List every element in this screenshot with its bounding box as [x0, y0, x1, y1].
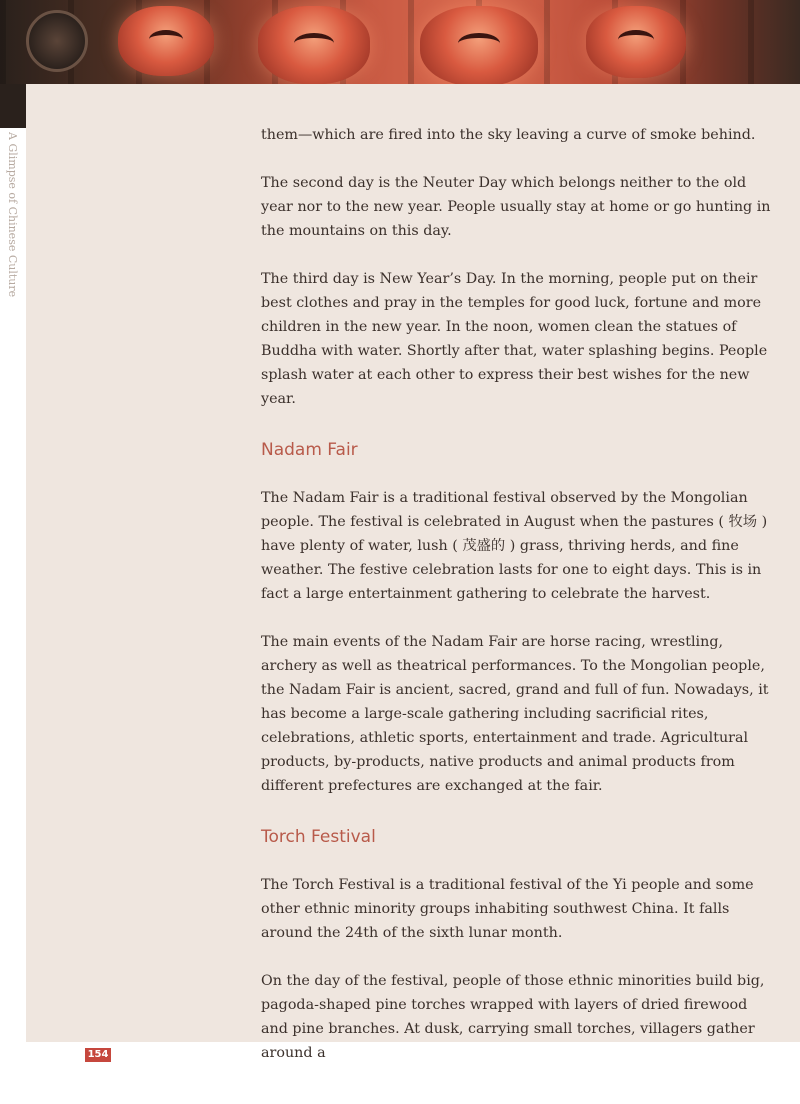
header-photo-banner	[0, 0, 800, 84]
lantern-image	[258, 6, 370, 84]
lantern-glyph	[618, 30, 654, 49]
lantern-glyph	[149, 30, 184, 49]
banner-ornament-disk	[26, 10, 88, 72]
paragraph: The Nadam Fair is a traditional festival observed by the Mongolian people. The festival is celebrated in August when the pastures ( 牧场 ) have plenty of water, lush ( 茂盛的 ) grass, thriving herds, and fine weather. The festive celebration lasts for one to eight days. This is in fact a large entertainment gathering to celebrate the harvest.	[261, 490, 768, 602]
lantern-image	[118, 6, 214, 76]
running-title: A Glimpse of Chinese Culture	[6, 132, 19, 298]
corner-tab	[0, 84, 26, 128]
lantern-image	[586, 6, 686, 78]
lantern-glyph	[294, 33, 334, 54]
paragraph: The main events of the Nadam Fair are horse racing, wrestling, archery as well as theatrical performances. To the Mongolian people, the Nadam Fair is ancient, sacred, grand and full of fun. Nowadays, it has become a large-scale gathering including sacrificial rites, celebrations, athletic sports, entertainment and trade. Agricultural products, by-products, native products and animal products from different prefectures are exchanged at the fair.	[261, 634, 769, 794]
lantern-image	[420, 6, 538, 84]
section-heading-nadam-fair: Nadam Fair	[261, 440, 358, 460]
paragraph: On the day of the festival, people of those ethnic minorities build big, pagoda-shaped pine torches wrapped with layers of dried firewood and pine branches. At dusk, carrying small torches, villagers gather around a	[261, 973, 765, 1061]
paragraph: The Torch Festival is a traditional festival of the Yi people and some other ethnic minority groups inhabiting southwest China. It falls around the 24th of the sixth lunar month.	[261, 877, 754, 941]
paragraph: The second day is the Neuter Day which belongs neither to the old year nor to the new year. People usually stay at home or go hunting in the mountains on this day.	[261, 175, 771, 239]
section-heading-torch-festival: Torch Festival	[261, 827, 376, 847]
page-body	[261, 123, 771, 1089]
paragraph: The third day is New Year’s Day. In the morning, people put on their best clothes and pray in the temples for good luck, fortune and more children in the new year. In the noon, women clean the statues of Buddha with water. Shortly after that, water splashing begins. People splash water at each other to express their best wishes for the new year.	[261, 271, 768, 407]
paragraph: them—which are fired into the sky leaving a curve of smoke behind.	[261, 127, 756, 143]
page-number-badge: 154	[85, 1048, 111, 1062]
lantern-glyph	[458, 33, 500, 54]
